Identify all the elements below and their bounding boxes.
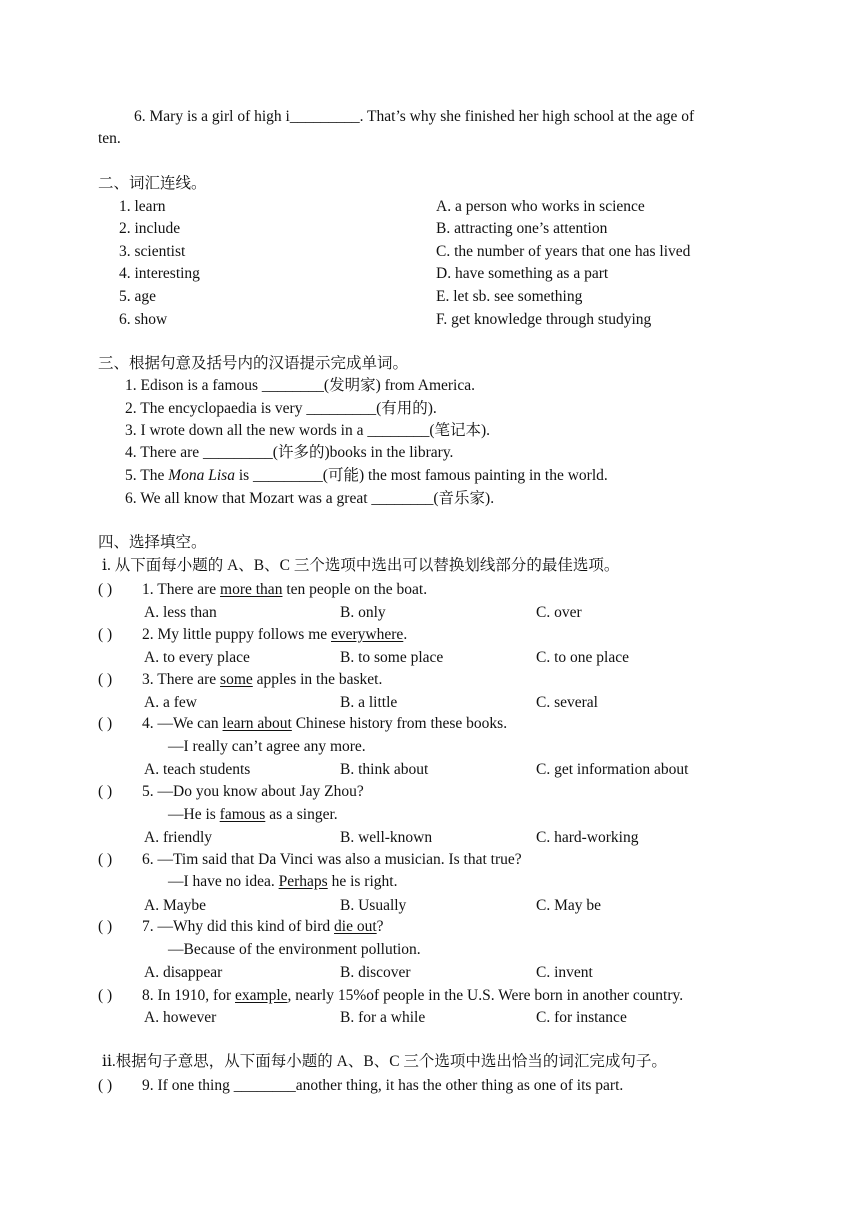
q2-option-c: C. to one place — [536, 649, 629, 666]
q7-bracket: ( ) — [98, 918, 113, 935]
q3-stem: 3. There are some apples in the basket. — [142, 671, 383, 688]
q2-option-a: A. to every place — [144, 649, 250, 666]
match-left-4: 4. interesting — [119, 265, 200, 282]
q1-option-c: C. over — [536, 604, 582, 621]
q7-option-a: A. disappear — [144, 964, 223, 981]
q3-option-b: B. a little — [340, 694, 398, 711]
fill-item-3: 3. I wrote down all the new words in a ________(笔记本). — [125, 422, 491, 439]
q8-option-a: A. however — [144, 1009, 217, 1026]
fill-item-4: 4. There are _________(许多的)books in the library. — [125, 444, 454, 461]
match-right-f: F. get knowledge through studying — [436, 311, 652, 328]
q1-option-a: A. less than — [144, 604, 217, 621]
fill-item-2: 2. The encyclopaedia is very _________(有用的). — [125, 400, 437, 417]
q6-line1: 6. Mary is a girl of high i_________. That’s why she finished her high school at the age of — [134, 108, 695, 125]
q6-reply: —I have no idea. Perhaps he is right. — [168, 873, 398, 890]
match-left-6: 6. show — [119, 311, 168, 328]
q4-option-c: C. get information about — [536, 761, 689, 778]
match-right-d: D. have something as a part — [436, 265, 609, 282]
q4-option-a: A. teach students — [144, 761, 251, 778]
q8-bracket: ( ) — [98, 987, 113, 1004]
q1-bracket: ( ) — [98, 581, 113, 598]
q5-option-c: C. hard-working — [536, 829, 639, 846]
match-left-5: 5. age — [119, 288, 157, 305]
italic-title: Mona Lisa — [168, 467, 235, 484]
q7-option-c: C. invent — [536, 964, 593, 981]
q7-stem: 7. —Why did this kind of bird die out? — [142, 918, 384, 935]
match-left-2: 2. include — [119, 220, 181, 237]
match-right-a: A. a person who works in science — [436, 198, 645, 215]
match-left-3: 3. scientist — [119, 243, 186, 260]
section3-heading: 三、根据句意及括号内的汉语提示完成单词。 — [98, 355, 409, 372]
q5-option-b: B. well-known — [340, 829, 433, 846]
match-left-1: 1. learn — [119, 198, 166, 215]
q8-option-c: C. for instance — [536, 1009, 627, 1026]
section4-sub2: ⅱ.根据句子意思，从下面每小题的 A、B、C 三个选项中选出恰当的词汇完成句子。 — [102, 1053, 667, 1070]
q7-option-b: B. discover — [340, 964, 411, 981]
q1-stem: 1. There are more than ten people on the boat. — [142, 581, 428, 598]
match-right-e: E. let sb. see something — [436, 288, 583, 305]
q6-stem: 6. —Tim said that Da Vinci was also a musician. Is that true? — [142, 851, 522, 868]
q2-bracket: ( ) — [98, 626, 113, 643]
q4-option-b: B. think about — [340, 761, 429, 778]
q4-bracket: ( ) — [98, 715, 113, 732]
q5-option-a: A. friendly — [144, 829, 213, 846]
q6-option-a: A. Maybe — [144, 897, 206, 914]
fill-item-5: 5. The Mona Lisa is _________(可能) the most famous painting in the world. — [125, 467, 608, 484]
q2-option-b: B. to some place — [340, 649, 444, 666]
q3-bracket: ( ) — [98, 671, 113, 688]
q6-option-b: B. Usually — [340, 897, 407, 914]
match-right-c: C. the number of years that one has lived — [436, 243, 691, 260]
fill-item-6: 6. We all know that Mozart was a great ________(音乐家). — [125, 490, 495, 507]
q4-stem: 4. —We can learn about Chinese history from these books. — [142, 715, 508, 732]
q5-bracket: ( ) — [98, 783, 113, 800]
q1-option-b: B. only — [340, 604, 386, 621]
q5-stem: 5. —Do you know about Jay Zhou? — [142, 783, 364, 800]
q6-line2: ten. — [98, 130, 121, 147]
q9-bracket: ( ) — [98, 1077, 113, 1094]
q5-reply: —He is famous as a singer. — [168, 806, 338, 823]
q6-option-c: C. May be — [536, 897, 602, 914]
q3-option-a: A. a few — [144, 694, 197, 711]
q2-stem: 2. My little puppy follows me everywhere. — [142, 626, 408, 643]
q3-option-c: C. several — [536, 694, 598, 711]
q6-bracket: ( ) — [98, 851, 113, 868]
section4-heading: 四、选择填空。 — [98, 534, 207, 551]
section4-sub1: ⅰ. 从下面每小题的 A、B、C 三个选项中选出可以替换划线部分的最佳选项。 — [102, 557, 620, 574]
q8-option-b: B. for a while — [340, 1009, 426, 1026]
match-right-b: B. attracting one’s attention — [436, 220, 608, 237]
fill-item-1: 1. Edison is a famous ________(发明家) from America. — [125, 377, 475, 394]
section2-heading: 二、词汇连线。 — [98, 175, 207, 192]
q4-reply: —I really can’t agree any more. — [168, 738, 366, 755]
q7-reply: —Because of the environment pollution. — [168, 941, 421, 958]
q9-stem: 9. If one thing ________another thing, it has the other thing as one of its part. — [142, 1077, 624, 1094]
q8-stem: 8. In 1910, for example, nearly 15%of people in the U.S. Were born in another country. — [142, 987, 684, 1004]
